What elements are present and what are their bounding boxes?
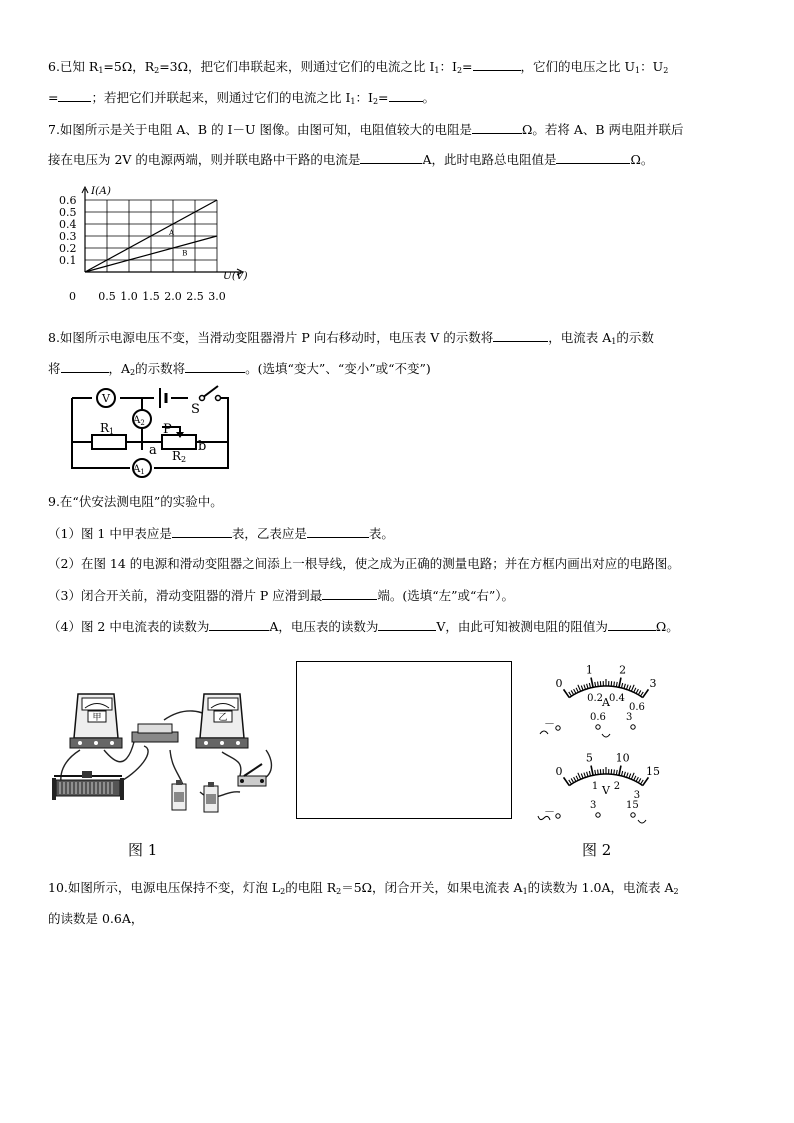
subscript: 1 bbox=[635, 66, 641, 75]
q6-text: =3Ω，把它们串联起来，则通过它们的电流之比 I bbox=[159, 59, 435, 74]
dial-tick bbox=[624, 684, 625, 689]
dial-tick bbox=[643, 777, 649, 785]
fig2-caption: 图 2 bbox=[582, 841, 612, 859]
dial-tick bbox=[626, 685, 628, 690]
dial-tick bbox=[576, 776, 578, 781]
terminal-icon bbox=[596, 725, 600, 729]
q9-part2 bbox=[48, 556, 680, 572]
q9-text: A，电压表的读数为 bbox=[269, 619, 379, 634]
subscript: 2 bbox=[336, 887, 342, 896]
q7-text: 7.如图所示是关于电阻 A、B 的 I－U 图像。由图可知，电阻值较大的电阻是 bbox=[48, 122, 473, 137]
dial-tick bbox=[595, 770, 596, 775]
q6-text: = bbox=[48, 90, 59, 105]
q9-text: （3）闭合开关前，滑动变阻器的滑片 P 应滑到最 bbox=[48, 588, 323, 603]
answer-blank[interactable] bbox=[360, 151, 422, 164]
dial-tick bbox=[569, 692, 572, 696]
dial-tick bbox=[614, 770, 615, 775]
dial-tick bbox=[587, 684, 588, 689]
terminal-label: 3 bbox=[590, 800, 597, 811]
q9-text: （4）图 2 中电流表的读数为 bbox=[48, 619, 210, 634]
q8-text: 。(选填“变大”、“变小”或“不变”) bbox=[245, 361, 431, 376]
chart-grid bbox=[82, 187, 243, 275]
terminal-label: 15 bbox=[626, 800, 639, 811]
subscript: 2 bbox=[372, 97, 379, 106]
q6-line2 bbox=[48, 89, 435, 106]
q10-text: 的读数为 1.0A，电流表 A bbox=[527, 880, 674, 895]
dial-tick bbox=[595, 682, 596, 687]
x-axis-label: U(V) bbox=[223, 270, 248, 282]
fig2-meters bbox=[528, 654, 684, 824]
dial-tick bbox=[638, 778, 641, 782]
q8-line1 bbox=[48, 329, 654, 346]
answer-blank[interactable] bbox=[493, 329, 548, 342]
dial-top-label: 0 bbox=[555, 676, 563, 690]
q10-text: 的电阻 R bbox=[285, 880, 337, 895]
dial-tick bbox=[616, 770, 617, 775]
wire bbox=[222, 752, 241, 776]
dial-inner-label: 0.2 bbox=[587, 693, 604, 705]
ammeter-a2-label: $A_2$ bbox=[133, 415, 145, 427]
answer-blank[interactable] bbox=[58, 89, 91, 102]
q6-text: =5Ω，R bbox=[103, 59, 155, 74]
dial-tick bbox=[626, 773, 628, 778]
dial-tick bbox=[578, 685, 581, 691]
answer-blank[interactable] bbox=[556, 151, 630, 164]
q8-text: 将 bbox=[48, 361, 61, 376]
ammeter-a1-label: $A_1$ bbox=[133, 464, 145, 476]
dial-tick bbox=[631, 773, 634, 779]
answer-blank[interactable] bbox=[185, 360, 245, 373]
terminal-icon bbox=[631, 725, 635, 729]
dial-tick bbox=[574, 777, 576, 781]
terminal-label: － bbox=[544, 717, 555, 730]
q9-part1 bbox=[48, 525, 394, 542]
resistor-r2-shape bbox=[162, 435, 196, 449]
q6-text: ：I bbox=[439, 59, 457, 74]
y-tick-label: 0.2 bbox=[59, 242, 77, 255]
y-tick-label: 0.4 bbox=[59, 218, 77, 231]
subscript: 2 bbox=[154, 66, 160, 75]
subscript: 1 bbox=[350, 97, 356, 106]
answer-blank[interactable] bbox=[473, 58, 521, 71]
x-tick-label: 3.0 bbox=[208, 290, 226, 303]
q8-text: 的示数将 bbox=[135, 361, 186, 376]
point-b-label: b bbox=[198, 439, 207, 454]
dial-inner-label: 1 bbox=[591, 781, 599, 793]
x-tick-label: 1.5 bbox=[142, 290, 160, 303]
voltmeter-label: V bbox=[102, 392, 110, 405]
q10-line2 bbox=[48, 911, 143, 927]
subscript: 2 bbox=[663, 66, 669, 75]
x-tick-label: 2.5 bbox=[186, 290, 204, 303]
subscript: 1 bbox=[522, 887, 528, 896]
rheostat bbox=[52, 771, 124, 800]
q6-text: ；若把它们并联起来，则通过它们的电流之比 I bbox=[91, 90, 351, 105]
dial-tick bbox=[591, 766, 593, 776]
q7-text: A，此时电路总电阻值是 bbox=[422, 152, 557, 167]
y-tick-label: 0.3 bbox=[59, 230, 77, 243]
dial-tick bbox=[616, 682, 617, 687]
answer-blank[interactable] bbox=[322, 587, 377, 600]
dial-tick bbox=[629, 686, 631, 691]
chart-labels bbox=[59, 185, 248, 303]
dial-tick bbox=[581, 686, 583, 691]
answer-blank[interactable] bbox=[61, 360, 109, 373]
answer-blank[interactable] bbox=[378, 618, 436, 631]
dial-tick bbox=[619, 678, 621, 688]
dial-tick bbox=[584, 685, 586, 690]
origin-label: 0 bbox=[69, 290, 76, 303]
switch-label: S bbox=[191, 402, 200, 417]
dial-tick bbox=[641, 692, 644, 696]
dial-tick bbox=[631, 685, 634, 691]
dial-inner-label: 3 bbox=[633, 789, 641, 801]
fig1-caption: 图 1 bbox=[128, 841, 158, 859]
terminal-icon bbox=[556, 726, 560, 730]
dial-tick bbox=[636, 689, 638, 693]
terminal-icon bbox=[556, 814, 560, 818]
q9-text: 9.在“伏安法测电阻”的实验中。 bbox=[48, 494, 223, 509]
dial-top-label: 2 bbox=[619, 663, 627, 677]
q6-text: = bbox=[378, 90, 389, 105]
subscript: 2 bbox=[673, 887, 679, 896]
circuit-diagram bbox=[66, 380, 236, 480]
meter-yi bbox=[196, 694, 248, 748]
dial-inner-label: 2 bbox=[613, 781, 621, 793]
subscript: 2 bbox=[130, 368, 136, 377]
q10-line1 bbox=[48, 880, 679, 896]
dial-tick bbox=[584, 773, 586, 778]
terminal-icon bbox=[631, 813, 635, 817]
q7-line1 bbox=[48, 121, 684, 138]
meter-jia bbox=[70, 694, 122, 748]
fig1-apparatus bbox=[44, 680, 280, 820]
meter-jia-label: 甲 bbox=[92, 713, 102, 723]
answer-blank[interactable] bbox=[307, 525, 369, 538]
dial-inner-label: 0.6 bbox=[629, 701, 645, 713]
subscript: 2 bbox=[456, 66, 463, 75]
dial-tick bbox=[564, 777, 570, 785]
y-axis-label: I(A) bbox=[91, 185, 111, 197]
dial-tick bbox=[629, 774, 631, 779]
q6-line1 bbox=[48, 58, 668, 75]
dial-top-label: 15 bbox=[646, 764, 661, 778]
q9-text: V，由此可知被测电阻的阻值为 bbox=[436, 619, 608, 634]
q6-text: = bbox=[462, 59, 473, 74]
dial-tick bbox=[581, 774, 583, 779]
q9-text: 表，乙表应是 bbox=[231, 526, 307, 541]
q6-text: ，它们的电压之比 U bbox=[520, 59, 636, 74]
dial-inner-label: 0.4 bbox=[608, 693, 625, 705]
dial-top-label: 1 bbox=[585, 663, 593, 677]
q7-line2 bbox=[48, 151, 653, 168]
q6-text: ：I bbox=[355, 90, 373, 105]
q9-part4 bbox=[48, 618, 679, 635]
q6-text: ：U bbox=[640, 59, 664, 74]
q9-text: Ω。 bbox=[655, 619, 679, 634]
wire-stub-icon bbox=[540, 731, 610, 737]
q7-text: Ω。若将 A、B 两电阻并联后 bbox=[522, 122, 684, 137]
dial-tick bbox=[614, 682, 615, 687]
q9-text: （2）在图 14 的电源和滑动变阻器之间添上一根导线，使之成为正确的测量电路；并在方框内画出对应的电路图。 bbox=[48, 556, 680, 571]
q8-line2 bbox=[48, 360, 431, 377]
terminal-label: 3 bbox=[626, 712, 633, 723]
resistor-r2-label: R2 bbox=[172, 449, 187, 464]
q8-text: ，电流表 A bbox=[548, 330, 612, 345]
dial-tick bbox=[621, 771, 622, 776]
dial-top-label: 10 bbox=[615, 751, 630, 765]
x-tick-label: 1.0 bbox=[120, 290, 138, 303]
q7-text: Ω。 bbox=[630, 152, 654, 167]
dial-tick bbox=[643, 689, 649, 697]
dial-tick bbox=[621, 683, 622, 688]
subscript: 1 bbox=[611, 337, 617, 346]
q10-text: ＝5Ω，闭合开关，如果电流表 A bbox=[341, 880, 523, 895]
meter-yi-label: 乙 bbox=[218, 713, 228, 723]
dial-tick bbox=[589, 683, 590, 688]
ammeter-dial bbox=[540, 664, 657, 737]
subscript: 1 bbox=[434, 66, 440, 75]
dial-tick bbox=[574, 689, 576, 693]
series-label-A: A bbox=[169, 229, 175, 237]
q9-text: （1）图 1 中甲表应是 bbox=[48, 526, 172, 541]
terminal-label: 0.6 bbox=[590, 712, 606, 723]
terminal-label: － bbox=[544, 805, 555, 818]
q10-text: 10.如图所示，电源电压保持不变，灯泡 L bbox=[48, 880, 281, 895]
dial-tick bbox=[576, 688, 578, 693]
q9-part3 bbox=[48, 587, 514, 604]
dial-tick bbox=[634, 776, 636, 781]
dial-unit: A bbox=[602, 696, 610, 709]
battery-cells bbox=[172, 780, 218, 812]
battery-icon bbox=[160, 388, 166, 408]
dial-tick bbox=[619, 766, 621, 776]
x-tick-label: 0.5 bbox=[98, 290, 116, 303]
answer-blank[interactable] bbox=[172, 525, 232, 538]
switch-contact-icon bbox=[200, 396, 205, 401]
dial-tick bbox=[591, 678, 593, 688]
y-tick-label: 0.1 bbox=[59, 254, 77, 267]
dial-top-label: 0 bbox=[555, 764, 563, 778]
x-tick-label: 2.0 bbox=[164, 290, 182, 303]
dial-tick bbox=[571, 778, 574, 782]
dial-tick bbox=[636, 777, 638, 781]
dial-tick bbox=[634, 688, 636, 693]
answer-blank[interactable] bbox=[472, 121, 522, 134]
subscript: 1 bbox=[98, 66, 104, 75]
subscript: 2 bbox=[280, 887, 286, 896]
q6-text: 6.已知 R bbox=[48, 59, 99, 74]
dial-tick bbox=[641, 780, 644, 784]
dial-tick bbox=[578, 773, 581, 779]
dial-tick bbox=[569, 780, 572, 784]
dial-tick bbox=[571, 690, 574, 694]
iu-chart bbox=[55, 183, 270, 308]
dial-tick bbox=[587, 772, 588, 777]
y-tick-label: 0.5 bbox=[59, 206, 77, 219]
dial-top-label: 3 bbox=[649, 676, 657, 690]
dial-tick bbox=[638, 690, 641, 694]
answer-blank[interactable] bbox=[389, 89, 423, 102]
q7-text: 接在电压为 2V 的电源两端，则并联电路中干路的电流是 bbox=[48, 152, 361, 167]
dial-tick bbox=[624, 772, 625, 777]
dial-unit: V bbox=[602, 784, 610, 797]
answer-blank[interactable] bbox=[209, 618, 269, 631]
voltmeter-dial bbox=[538, 752, 660, 823]
switch bbox=[238, 764, 266, 786]
q9-text: 表。 bbox=[368, 526, 394, 541]
point-a-label: a bbox=[149, 443, 157, 458]
dial-tick bbox=[589, 771, 590, 776]
dial-tick bbox=[564, 689, 570, 697]
y-tick-label: 0.6 bbox=[59, 194, 77, 207]
dial-tick bbox=[598, 682, 599, 687]
resistor-box bbox=[132, 724, 178, 742]
circuit-drawing-box[interactable] bbox=[296, 661, 512, 819]
answer-blank[interactable] bbox=[608, 618, 656, 631]
q9-text: 端。(选填“左”或“右”）。 bbox=[377, 588, 515, 603]
q8-text: 的示数 bbox=[616, 330, 654, 345]
resistor-r1-label: R1 bbox=[100, 421, 115, 436]
slider-p-label: P bbox=[163, 422, 172, 437]
dial-tick bbox=[598, 770, 599, 775]
resistor-r1-shape bbox=[92, 435, 126, 449]
terminal-icon bbox=[596, 813, 600, 817]
q9-title bbox=[48, 494, 223, 510]
q8-text: ，A bbox=[108, 361, 131, 376]
dial-top-label: 5 bbox=[585, 751, 593, 765]
series-label-B: B bbox=[182, 249, 188, 258]
switch-contact-icon bbox=[216, 396, 221, 401]
q8-text: 8.如图所示电源电压不变，当滑动变阻器滑片 P 向右移动时，电压表 V 的示数将 bbox=[48, 330, 494, 345]
q6-text: 。 bbox=[422, 90, 436, 105]
q10-text: 的读数是 0.6A， bbox=[48, 911, 144, 926]
